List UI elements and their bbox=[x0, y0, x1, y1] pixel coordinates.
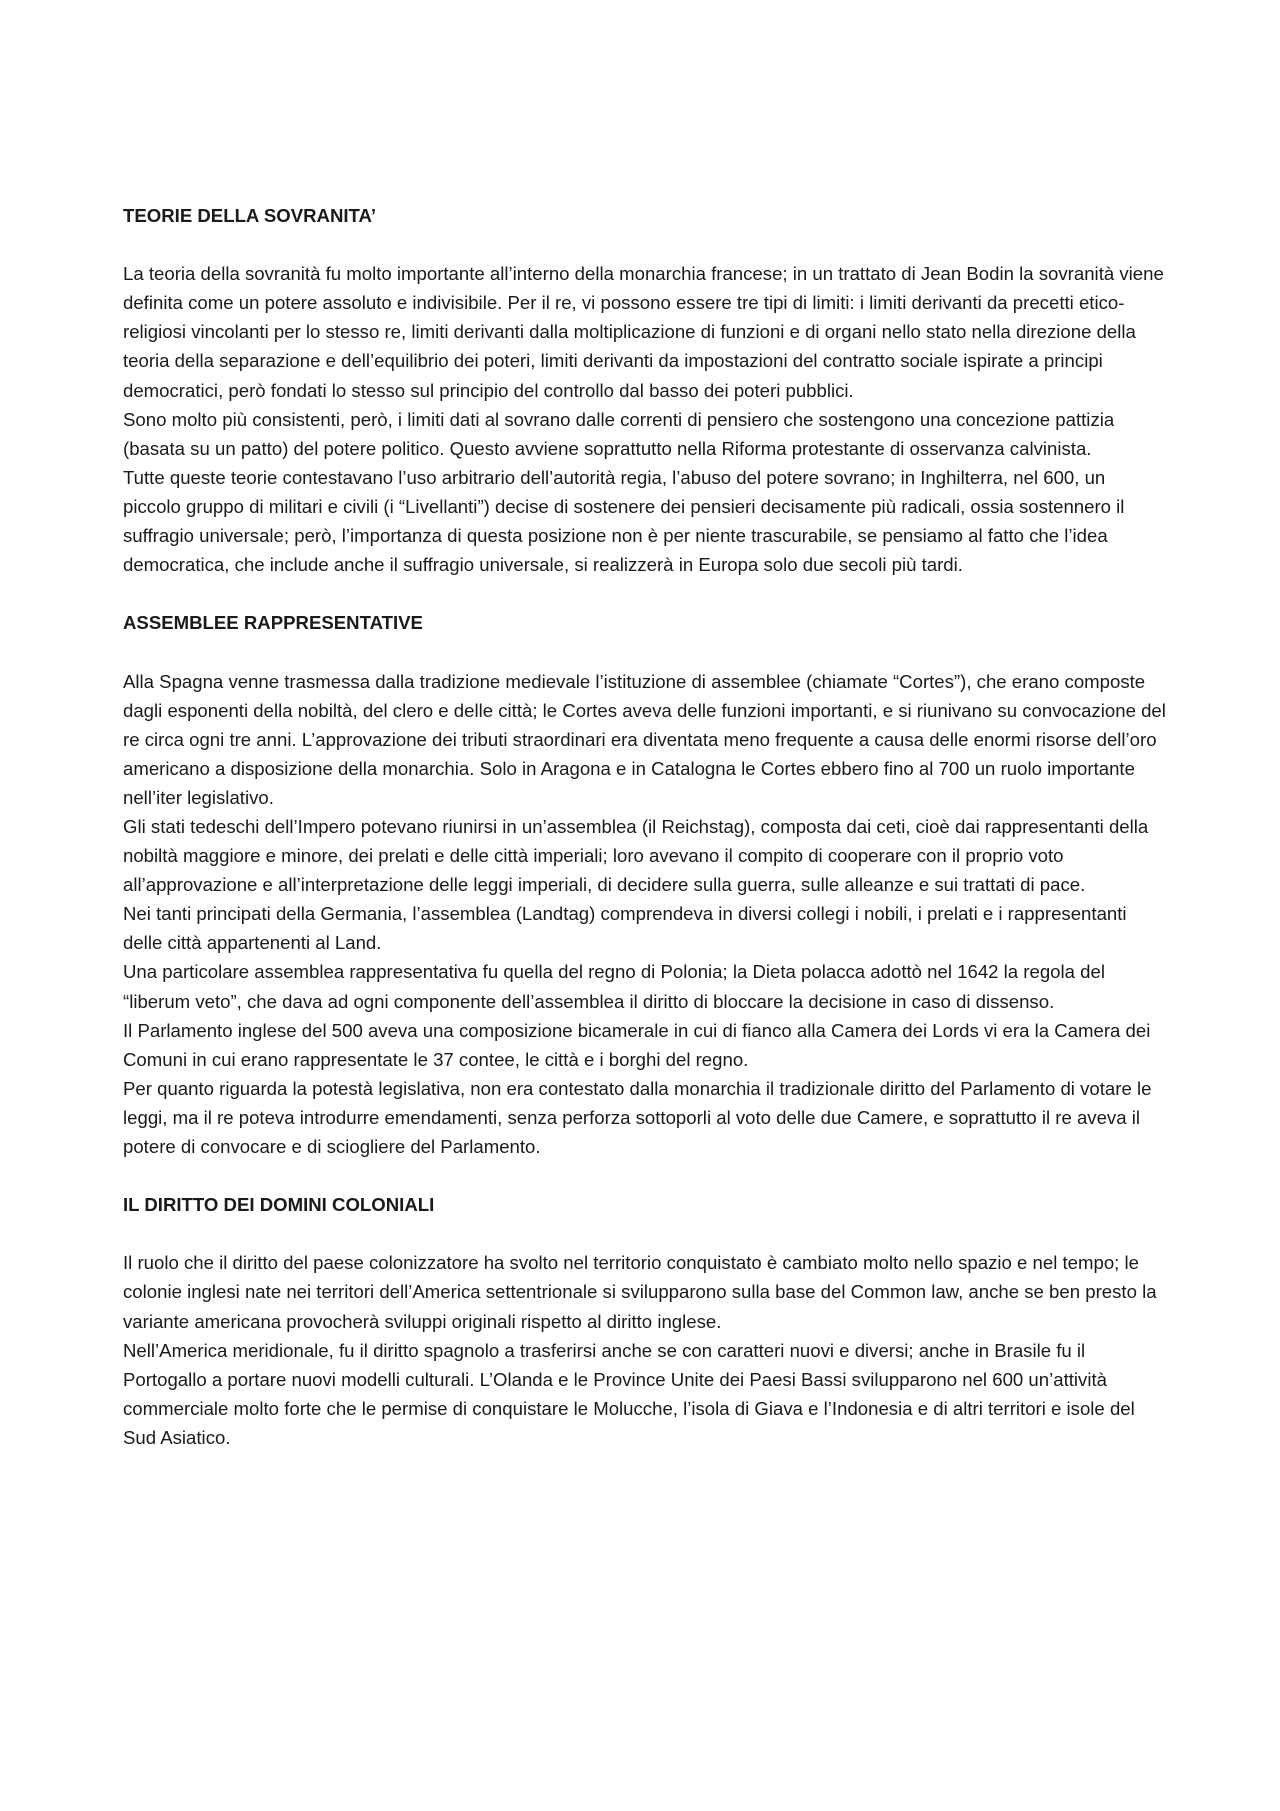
paragraph: Alla Spagna venne trasmessa dalla tradizione medievale l’istituzione di assemblee (chiamate “Cortes”), che erano composte dagli esponenti della nobiltà, del clero e delle città; le Cortes aveva delle funzioni importanti, e si riunivano su convocazione del re circa ogni tre anni. L’approvazione dei tributi straordinari era diventata meno frequente a causa delle enormi risorse dell’oro americano a disposizione della monarchia. Solo in Aragona e in Catalogna le Cortes ebbero fino al 700 un ruolo importante nell’iter legislativo. bbox=[123, 670, 1166, 808]
paragraph: Sono molto più consistenti, però, i limiti dati al sovrano dalle correnti di pensiero che sostengono una concezione pattizia (basata su un patto) del potere politico. Questo avviene soprattutto nella Riforma protestante di osservanza calvinista. bbox=[123, 408, 1115, 459]
paragraph: La teoria della sovranità fu molto importante all’interno della monarchia francese; in un trattato di Jean Bodin la sovranità viene definita come un potere assoluto e indivisibile. Per il re, vi possono essere tre tipi di limiti: i limiti derivanti da precetti etico-religiosi vincolanti per lo stesso re, limiti derivanti dalla moltiplicazione di funzioni e di organi nello stato nella direzione della teoria della separazione e dell’equilibrio dei poteri, limiti derivanti da impostazioni del contratto sociale ispirate a principi democratici, però fondati lo stesso sul principio del controllo dal basso dei poteri pubblici. bbox=[123, 263, 1164, 401]
section-domini-coloniali bbox=[123, 1190, 1168, 1452]
section-heading: TEORIE DELLA SOVRANITA’ bbox=[123, 205, 377, 226]
paragraph: Tutte queste teorie contestavano l’uso arbitrario dell’autorità regia, l’abuso del potere sovrano; in Inghilterra, nel 600, un piccolo gruppo di militari e civili (i “Livellanti”) decise di sostenere dei pensieri decisamente più radicali, ossia sostennero il suffragio universale; però, l’importanza di questa posizione non è per niente trascurabile, se pensiamo al fatto che l’idea democratica, che include anche il suffragio universale, si realizzerà in Europa solo due secoli più tardi. bbox=[123, 466, 1125, 576]
spacer bbox=[123, 1219, 1168, 1248]
paragraph: Gli stati tedeschi dell’Impero potevano riunirsi in un’assemblea (il Reichstag), composta dai ceti, cioè dai rappresentanti della nobiltà maggiore e minore, dei prelati e delle città imperiali; loro avevano il compito di cooperare con il proprio voto all’approvazione e all’interpretazione delle leggi imperiali, di decidere sulla guerra, sulle alleanze e sui trattati di pace. bbox=[123, 815, 1149, 896]
spacer bbox=[123, 579, 1168, 608]
document-page bbox=[123, 201, 1168, 1452]
paragraph: Il ruolo che il diritto del paese colonizzatore ha svolto nel territorio conquistato è cambiato molto nello spazio e nel tempo; le colonie inglesi nate nei territori dell’America settentrionale si svilupparono sulla base del Common law, anche se ben presto la variante americana provocherà sviluppi originali rispetto al diritto inglese. bbox=[123, 1252, 1157, 1332]
spacer bbox=[123, 637, 1168, 666]
paragraph: Per quanto riguarda la potestà legislativa, non era contestato dalla monarchia il tradizionale diritto del Parlamento di votare le leggi, ma il re poteva introdurre emendamenti, senza perforza sottoporli al voto delle due Camere, e soprattutto il re aveva il potere di convocare e di sciogliere del Parlamento. bbox=[123, 1077, 1152, 1157]
section-heading: ASSEMBLEE RAPPRESENTATIVE bbox=[123, 612, 423, 634]
paragraph: Nei tanti principati della Germania, l’assemblea (Landtag) comprendeva in diversi collegi i nobili, i prelati e i rappresentanti delle città appartenenti al Land. bbox=[123, 903, 1127, 954]
section-assemblee bbox=[123, 608, 1168, 1161]
spacer bbox=[123, 1161, 1168, 1190]
section-heading: IL DIRITTO DEI DOMINI COLONIALI bbox=[123, 1194, 435, 1216]
spacer bbox=[123, 230, 1168, 259]
paragraph: Una particolare assemblea rappresentativa fu quella del regno di Polonia; la Dieta polacca adottò nel 1642 la regola del “liberum veto”, che dava ad ogni componente dell’assemblea il diritto di bloccare la decisione in caso di dissenso. bbox=[123, 961, 1105, 1012]
paragraph: Il Parlamento inglese del 500 aveva una composizione bicamerale in cui di fianco alla Camera dei Lords vi era la Camera dei Comuni in cui erano rappresentate le 37 contee, le città e i borghi del regno. bbox=[123, 1019, 1151, 1070]
paragraph: Nell’America meridionale, fu il diritto spagnolo a trasferirsi anche se con caratteri nuovi e diversi; anche in Brasile fu il Portogallo a portare nuovi modelli culturali. L’Olanda e le Province Unite dei Paesi Bassi svilupparono nel 600 un’attività commerciale molto forte che le permise di conquistare le Molucche, l’isola di Giava e l’Indonesia e di altri territori e isole del Sud Asiatico. bbox=[123, 1339, 1135, 1448]
section-sovranita bbox=[123, 201, 1168, 579]
